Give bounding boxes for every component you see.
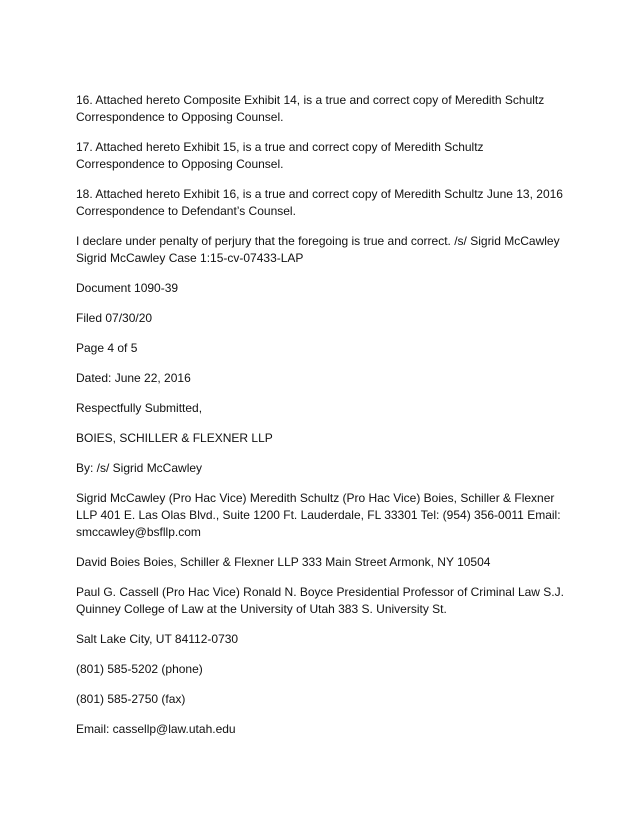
dated-line: Dated: June 22, 2016 — [76, 371, 191, 385]
document-body — [76, 92, 566, 751]
counsel-block-mccawley: Sigrid McCawley (Pro Hac Vice) Meredith Schultz (Pro Hac Vice) Boies, Schiller & Flexner LLP 401 E. Las Olas Blvd., Suite 1200 Ft. Lauderdale, FL 33301 Tel: (954) 356-0011 Email: smccawley@bsfllp.com — [76, 491, 561, 539]
paragraph-exhibit-16: 18. Attached hereto Exhibit 16, is a true and correct copy of Meredith Schultz June 13, 2016 Correspondence to Defendant’s Counsel. — [76, 187, 563, 218]
signature-line: By: /s/ Sigrid McCawley — [76, 461, 203, 475]
page-number: Page 4 of 5 — [76, 341, 138, 355]
cassell-city-line: Salt Lake City, UT 84112-0730 — [76, 632, 239, 646]
paragraph-exhibit-15: 17. Attached hereto Exhibit 15, is a true and correct copy of Meredith Schultz Correspondence to Opposing Counsel. — [76, 140, 484, 171]
filed-date: Filed 07/30/20 — [76, 311, 153, 325]
paragraph-exhibit-14: 16. Attached hereto Composite Exhibit 14, is a true and correct copy of Meredith Schultz Correspondence to Opposing Counsel. — [76, 93, 545, 124]
counsel-block-boies: David Boies Boies, Schiller & Flexner LLP 333 Main Street Armonk, NY 10504 — [76, 555, 491, 569]
cassell-email: Email: cassellp@law.utah.edu — [76, 722, 236, 736]
document-number: Document 1090-39 — [76, 281, 179, 295]
paragraph-declaration: I declare under penalty of perjury that the foregoing is true and correct. /s/ Sigrid McCawley Sigrid McCawley Case 1:15-cv-07433-LAP — [76, 234, 560, 265]
cassell-phone: (801) 585-5202 (phone) — [76, 662, 203, 676]
cassell-fax: (801) 585-2750 (fax) — [76, 692, 186, 706]
respectfully-submitted: Respectfully Submitted, — [76, 401, 203, 415]
firm-name: BOIES, SCHILLER & FLEXNER LLP — [76, 431, 273, 445]
counsel-block-cassell: Paul G. Cassell (Pro Hac Vice) Ronald N. Boyce Presidential Professor of Criminal Law S.J. Quinney College of Law at the University of Utah 383 S. University St. — [76, 585, 564, 616]
